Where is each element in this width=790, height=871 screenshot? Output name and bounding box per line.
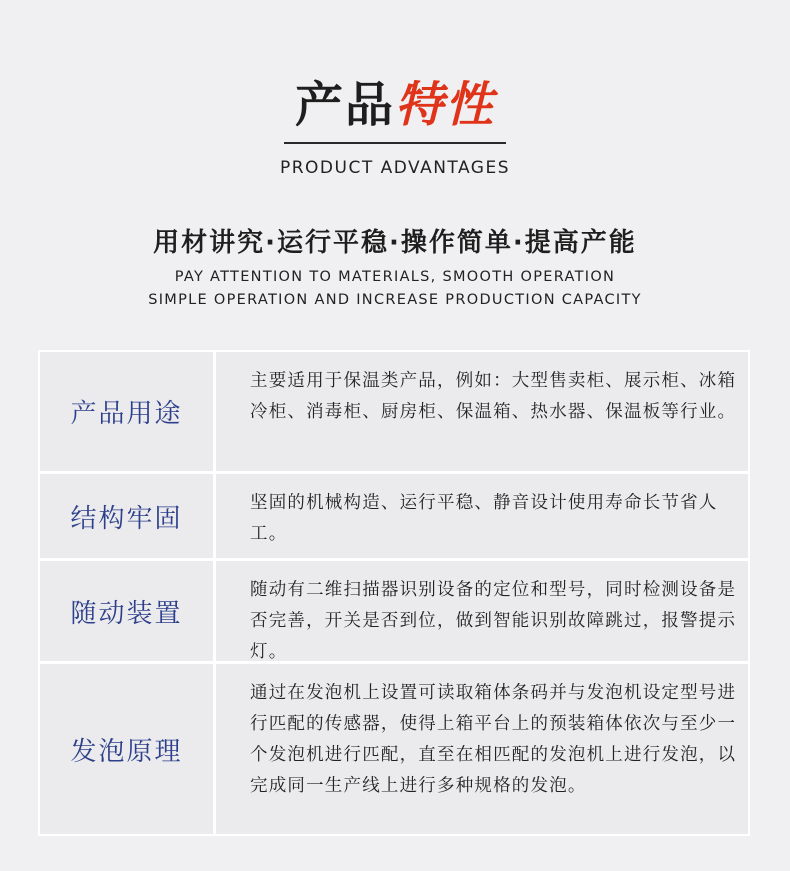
row-content: 随动有二维扫描器识别设备的定位和型号，同时检测设备是否完善，开关是否到位，做到智能识别故障跳过，报警提示灯。 (216, 561, 748, 661)
title-underline-divider (284, 142, 506, 144)
row-label: 结构牢固 (40, 474, 216, 558)
slogan-zh: 用材讲究·运行平稳·操作简单·提高产能 (153, 228, 637, 258)
row-content: 通过在发泡机上设置可读取箱体条码并与发泡机设定型号进行匹配的传感器，使得上箱平台上的预装箱体依次与至少一个发泡机进行匹配，直至在相匹配的发泡机上进行发泡，以完成同一生产线上进行多种规格的发泡。 (216, 664, 748, 834)
row-content: 坚固的机械构造、运行平稳、静音设计使用寿命长节省人工。 (216, 474, 748, 558)
table-row (40, 561, 748, 664)
slogan-en (0, 266, 790, 312)
row-content: 主要适用于保温类产品，例如：大型售卖柜、展示柜、冰箱冷柜、消毒柜、厨房柜、保温箱、热水器、保温板等行业。 (216, 352, 748, 471)
slogan-en-line1: PAY ATTENTION TO MATERIALS, SMOOTH OPERATION (174, 269, 616, 285)
table-row (40, 474, 748, 561)
table-row (40, 664, 748, 834)
row-label: 产品用途 (40, 352, 216, 471)
row-label: 发泡原理 (40, 664, 216, 834)
title-red-part: 特性 (395, 77, 496, 133)
slogan-en-line2: SIMPLE OPERATION AND INCREASE PRODUCTION CAPACITY (148, 292, 642, 308)
page-title (0, 70, 790, 140)
page-subtitle: PRODUCT ADVANTAGES (279, 158, 511, 178)
row-label: 随动装置 (40, 561, 216, 661)
title-dark-part: 产品 (294, 77, 395, 133)
section-header (0, 70, 790, 140)
table-row (40, 352, 748, 474)
features-table (38, 350, 750, 836)
